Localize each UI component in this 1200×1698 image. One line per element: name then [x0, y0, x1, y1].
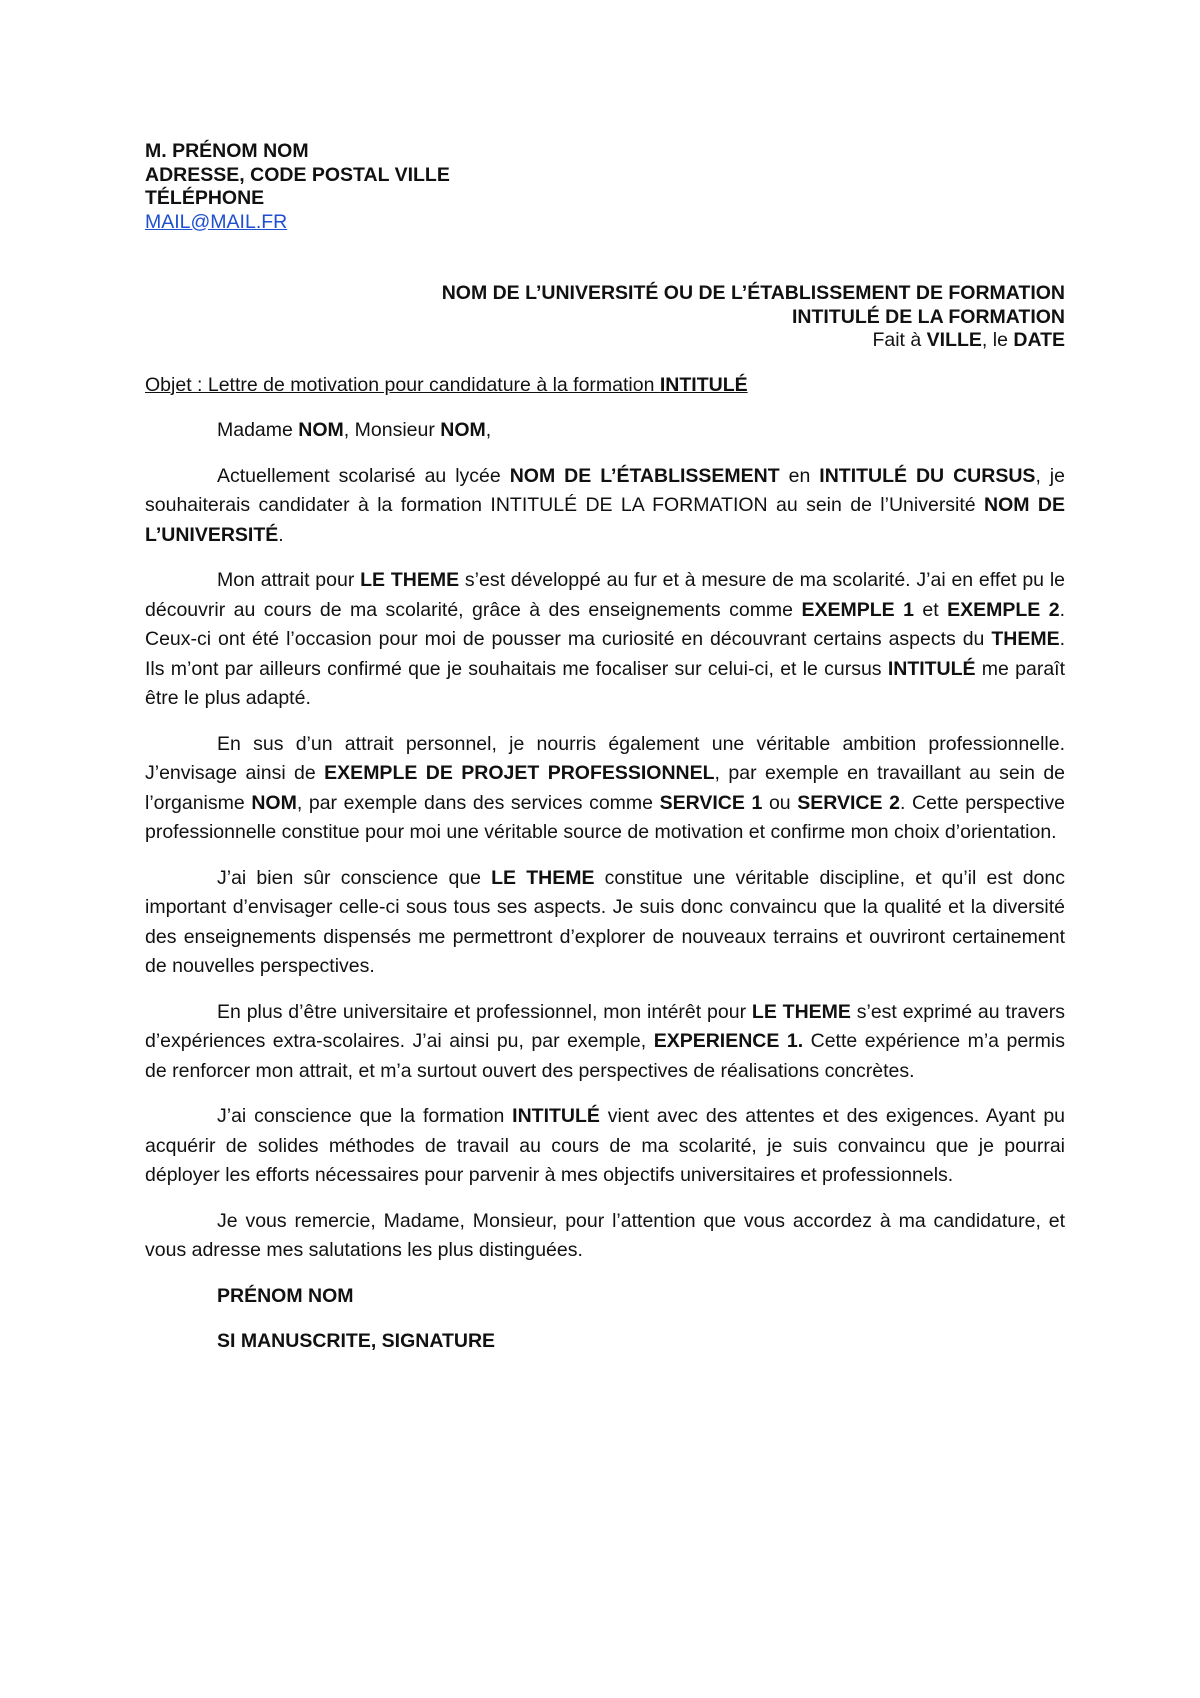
text-run-bold: LE THEME — [360, 569, 460, 591]
text-run: Actuellement scolarisé au lycée — [217, 464, 510, 487]
place-date — [145, 329, 1065, 353]
text-run: , par exemple dans des services comme — [296, 791, 660, 814]
place-city: VILLE — [926, 329, 982, 351]
text-run: En plus d’être universitaire et professionnel, mon intérêt pour — [217, 1000, 752, 1023]
letter-date: DATE — [1013, 329, 1065, 351]
text-run-bold: EXEMPLE DE PROJET PROFESSIONNEL — [324, 762, 715, 784]
recipient-block — [145, 282, 1065, 353]
text-run: s’est développé au fur et à mesure de ma scolarité. J’ai en effet pu le découvrir au cours de ma scolarité, grâce à des enseignements comme — [145, 569, 1065, 621]
paragraph-ambition — [145, 730, 1065, 848]
closing-signature: SI MANUSCRITE, SIGNATURE — [217, 1330, 496, 1352]
text-run: Mon attrait pour — [217, 569, 361, 591]
text-run-bold: INTITULÉ DU CURSUS — [819, 464, 1036, 487]
text-run-bold: NOM DE L’ÉTABLISSEMENT — [509, 464, 780, 487]
text-run-bold: EXEMPLE 2 — [947, 598, 1060, 621]
text-run: J’ai bien sûr conscience que — [217, 866, 492, 889]
text-run: me paraît être le plus adapté. — [145, 657, 1065, 709]
text-run: . — [278, 523, 284, 546]
text-run: ou — [762, 791, 798, 814]
text-run-bold: EXEMPLE 1 — [801, 598, 914, 621]
text-run-bold: SERVICE 2 — [797, 791, 900, 814]
sender-block — [145, 140, 1065, 234]
text-run-bold: NOM DE L’UNIVERSITÉ — [145, 494, 1065, 546]
place-prefix: Fait à — [872, 329, 927, 351]
date-prefix: , le — [981, 329, 1014, 351]
paragraph-experience — [145, 998, 1065, 1087]
recipient-institution: NOM DE L’UNIVERSITÉ OU DE L’ÉTABLISSEMENT DE FORMATION — [441, 282, 1065, 304]
subject-program: INTITULÉ — [659, 373, 748, 396]
salutation — [145, 416, 1065, 446]
text-run-bold: EXPERIENCE 1. — [653, 1030, 804, 1052]
text-run-bold: NOM — [251, 791, 297, 814]
salutation-part: , — [485, 419, 492, 441]
sender-name: M. PRÉNOM NOM — [145, 140, 309, 162]
sender-email-link[interactable]: MAIL@MAIL.FR — [145, 210, 288, 233]
text-run: constitue une véritable discipline, et qu’il est donc important d’envisager celle-ci sous tous ses aspects. Je suis donc convaincu que la qualité et la diversité des enseignements dispensés me permettront d’explorer de nouveaux terrains et ouvriront certainement de nouvelles perspectives. — [145, 866, 1065, 977]
text-run: , par exemple en travaillant au sein de l’organisme — [145, 762, 1066, 814]
text-run-bold: THEME — [991, 628, 1060, 650]
paragraph-intro — [145, 462, 1065, 551]
paragraph-discipline — [145, 864, 1065, 982]
text-run: . Cette perspective professionnelle constitue pour moi une véritable source de motivation et confirme mon choix d’orientation. — [145, 791, 1065, 843]
text-run: En sus d’un attrait personnel, je nourris également une véritable ambition professionnelle. J’envisage ainsi de — [145, 732, 1065, 784]
text-run: Cette expérience m’a permis de renforcer mon attrait, et m’a surtout ouvert des perspectives de réalisations concrètes. — [145, 1030, 1066, 1082]
text-run-bold: SERVICE 1 — [659, 791, 763, 814]
paragraph-thanks — [145, 1207, 1065, 1266]
sender-phone: TÉLÉPHONE — [145, 187, 265, 209]
salutation-part: , Monsieur — [343, 419, 441, 441]
text-run: . Ils m’ont par ailleurs confirmé que je souhaitais me focaliser sur celui-ci, et le cursus — [145, 628, 1065, 680]
subject-line — [145, 371, 1065, 401]
text-run-bold: INTITULÉ — [887, 657, 976, 680]
text-run: s’est exprimé au travers d’expériences extra-scolaires. J’ai ainsi pu, par exemple, — [145, 1000, 1066, 1052]
paragraph-commitment — [145, 1102, 1065, 1191]
paragraph-interest — [145, 566, 1065, 714]
sender-address: ADRESSE, CODE POSTAL VILLE — [145, 163, 450, 186]
closing-name: PRÉNOM NOM — [217, 1284, 354, 1307]
salutation-name: NOM — [298, 419, 344, 441]
salutation-part: Madame — [217, 419, 299, 441]
text-run-bold: LE THEME — [751, 1000, 851, 1023]
text-run-bold: INTITULÉ — [512, 1105, 600, 1127]
text-run: , je souhaiterais candidater à la formation INTITULÉ DE LA FORMATION au sein de l’Université — [145, 464, 1065, 516]
text-run: et — [913, 598, 948, 621]
text-run: en — [779, 464, 820, 487]
subject-text: Objet : Lettre de motivation pour candidature à la formation — [145, 373, 660, 396]
salutation-name: NOM — [440, 419, 486, 441]
text-run: . Ceux-ci ont été l’occasion pour moi de pousser ma curiosité en découvrant certains aspects du — [145, 598, 1066, 650]
text-run: vient avec des attentes et des exigences. Ayant pu acquérir de solides méthodes de travail au cours de ma scolarité, je suis convaincu que je pourrai déployer les efforts nécessaires pour parvenir à mes objectifs universitaires et professionnels. — [145, 1105, 1066, 1186]
text-run: J’ai conscience que la formation — [217, 1105, 513, 1127]
recipient-program: INTITULÉ DE LA FORMATION — [792, 305, 1065, 328]
text-run: Je vous remercie, Madame, Monsieur, pour l’attention que vous accordez à ma candidature, et vous adresse mes salutations les plus distinguées. — [145, 1209, 1065, 1261]
text-run-bold: LE THEME — [491, 866, 595, 889]
letter-page — [145, 140, 1065, 1357]
